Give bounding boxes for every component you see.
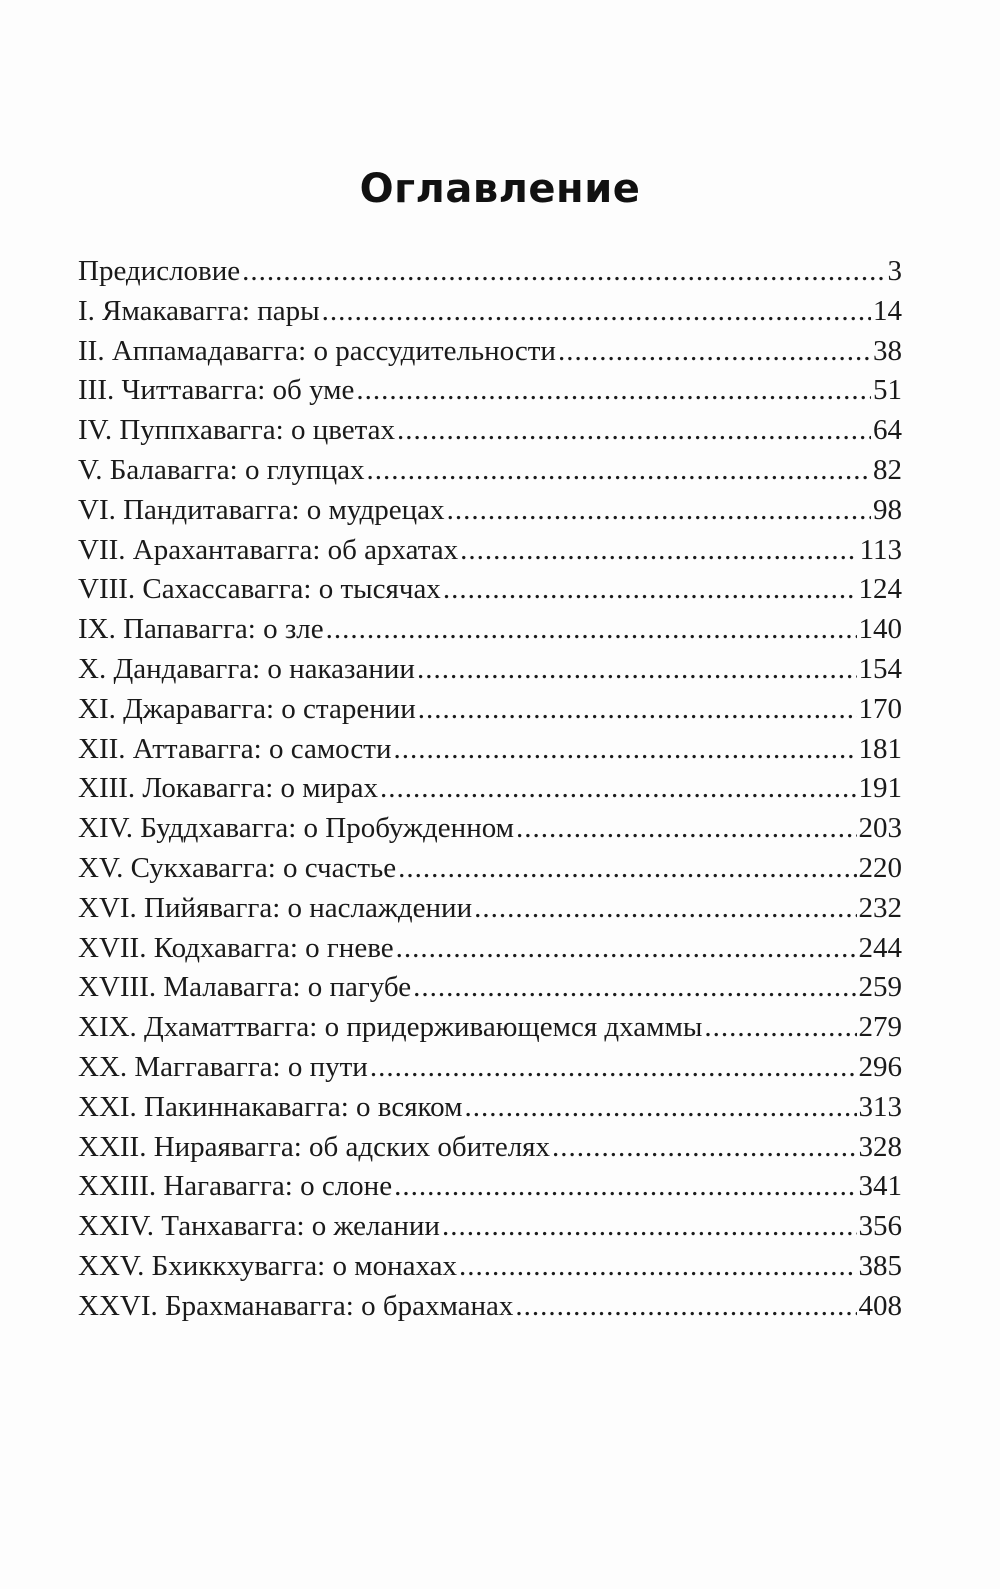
toc-entry-title: XIV. Буддхавагга: о Пробужденном (78, 812, 515, 845)
toc-entry-title: VI. Пандитавагга: о мудрецах (78, 493, 445, 526)
toc-dot-leader (552, 1128, 856, 1168)
toc-entry-title: XXV. Бхиккхувагга: о монахах (78, 1249, 457, 1282)
toc-dot-leader (558, 332, 871, 372)
toc-entry (78, 1247, 902, 1287)
toc-entry (78, 650, 902, 690)
toc-entry (78, 968, 902, 1008)
toc-page-number: 98 (873, 493, 902, 526)
toc-entry (78, 531, 902, 571)
toc-entry-title: I. Ямакавагга: пары (78, 294, 320, 327)
toc-entry-title: XVII. Кодхавагга: о гневе (78, 931, 394, 964)
toc-page-number: 124 (858, 573, 902, 606)
toc-dot-leader (413, 968, 856, 1008)
toc-entry-title: VIII. Сахассавагга: о тысячах (78, 573, 441, 606)
toc-dot-leader (242, 252, 885, 292)
toc-page-number: 3 (887, 255, 902, 287)
toc-page-number: 64 (873, 414, 902, 447)
toc-entry (78, 451, 902, 491)
toc-entry (78, 610, 902, 650)
toc-dot-leader (380, 769, 856, 809)
toc-dot-leader (474, 889, 856, 929)
toc-entry-title: III. Читтавагга: об уме (78, 374, 355, 407)
toc-dot-leader (356, 371, 871, 411)
toc-entry-title: XIII. Локавагга: о мирах (78, 772, 379, 805)
toc-page-number: 328 (858, 1130, 902, 1163)
toc-dot-leader (393, 730, 856, 770)
toc-entry-title: Предисловие (78, 255, 241, 287)
toc-page-number: 203 (858, 812, 902, 845)
toc-entry (78, 769, 902, 809)
toc-entry-title: XIX. Дхаматтвагга: о придерживающемся дхаммы (78, 1011, 703, 1044)
toc-dot-leader (397, 411, 871, 451)
toc-page-number: 385 (858, 1249, 902, 1282)
toc-entry-title: XXIII. Нагавагга: о слоне (78, 1170, 393, 1203)
toc-entry (78, 292, 902, 332)
toc-entry-title: XX. Маггавагга: о пути (78, 1050, 368, 1083)
toc-dot-leader (516, 809, 856, 849)
toc-dot-leader (447, 491, 871, 531)
toc-entry-title: XI. Джаравагга: о старении (78, 692, 416, 725)
toc-entry (78, 889, 902, 929)
toc-page-number: 232 (858, 891, 902, 924)
toc-page-number: 82 (873, 453, 902, 486)
toc-entry-title: IV. Пуппхавагга: о цветах (78, 414, 396, 447)
toc-page-number: 220 (858, 851, 902, 884)
toc-entry (78, 252, 902, 292)
toc-entry (78, 1207, 902, 1247)
toc-page-number: 244 (858, 931, 902, 964)
toc-dot-leader (443, 570, 857, 610)
toc-page-number: 259 (858, 971, 902, 1004)
toc-dot-leader (322, 292, 871, 332)
toc-entry (78, 570, 902, 610)
toc-dot-leader (515, 1287, 856, 1327)
toc-entry (78, 332, 902, 372)
toc-entry-title: II. Аппамадавагга: о рассудительности (78, 334, 556, 367)
toc-dot-leader (464, 1088, 856, 1128)
toc-dot-leader (398, 849, 856, 889)
toc-entry (78, 730, 902, 770)
table-of-contents (78, 252, 902, 1327)
toc-dot-leader (704, 1008, 856, 1048)
toc-page-number: 38 (873, 334, 902, 367)
toc-page-number: 181 (858, 732, 902, 765)
toc-entry (78, 849, 902, 889)
toc-entry-title: XXVI. Брахманавагга: о брахманах (78, 1289, 514, 1322)
toc-entry-title: XXIV. Танхавагга: о желании (78, 1210, 440, 1243)
toc-entry-title: XXI. Пакиннакавагга: о всяком (78, 1090, 463, 1123)
toc-page-number: 113 (859, 533, 902, 566)
toc-page-number: 279 (858, 1011, 902, 1044)
toc-page-number: 408 (858, 1289, 902, 1322)
toc-entry (78, 809, 902, 849)
toc-entry-title: XVIII. Малавагга: о пагубе (78, 971, 412, 1004)
toc-entry (78, 1128, 902, 1168)
toc-page-number: 14 (873, 294, 902, 327)
toc-entry (78, 371, 902, 411)
toc-page-number: 170 (858, 692, 902, 725)
toc-entry-title: XII. Аттавагга: о самости (78, 732, 392, 765)
toc-dot-leader (459, 1247, 857, 1287)
toc-entry (78, 690, 902, 730)
toc-entry (78, 929, 902, 969)
toc-page-number: 51 (873, 374, 902, 407)
toc-entry (78, 411, 902, 451)
toc-dot-leader (442, 1207, 857, 1247)
toc-entry-title: VII. Арахантавагга: об архатах (78, 533, 459, 566)
toc-dot-leader (460, 531, 857, 571)
toc-page-number: 356 (858, 1210, 902, 1243)
toc-page-number: 313 (858, 1090, 902, 1123)
toc-page-number: 296 (858, 1050, 902, 1083)
toc-dot-leader (326, 610, 857, 650)
toc-entry (78, 491, 902, 531)
toc-dot-leader (396, 929, 857, 969)
toc-dot-leader (418, 690, 857, 730)
toc-dot-leader (367, 451, 871, 491)
toc-dot-leader (394, 1167, 856, 1207)
toc-entry-title: IX. Папавагга: о зле (78, 613, 324, 646)
toc-entry (78, 1008, 902, 1048)
toc-entry-title: V. Балавагга: о глупцах (78, 453, 365, 486)
toc-entry (78, 1167, 902, 1207)
toc-page-number: 191 (858, 772, 902, 805)
toc-entry (78, 1287, 902, 1327)
toc-dot-leader (370, 1048, 857, 1088)
toc-entry-title: XV. Сукхавагга: о счастье (78, 851, 397, 884)
toc-page-number: 341 (858, 1170, 902, 1203)
toc-entry (78, 1088, 902, 1128)
toc-dot-leader (417, 650, 857, 690)
toc-entry-title: XXII. Нираявагга: об адских обителях (78, 1130, 551, 1163)
toc-page-number: 154 (858, 652, 902, 685)
toc-entry-title: XVI. Пийявагга: о наслаждении (78, 891, 473, 924)
page-title: Оглавление (359, 166, 641, 212)
toc-entry (78, 1048, 902, 1088)
toc-entry-title: X. Дандавагга: о наказании (78, 652, 415, 685)
toc-page-number: 140 (858, 613, 902, 646)
